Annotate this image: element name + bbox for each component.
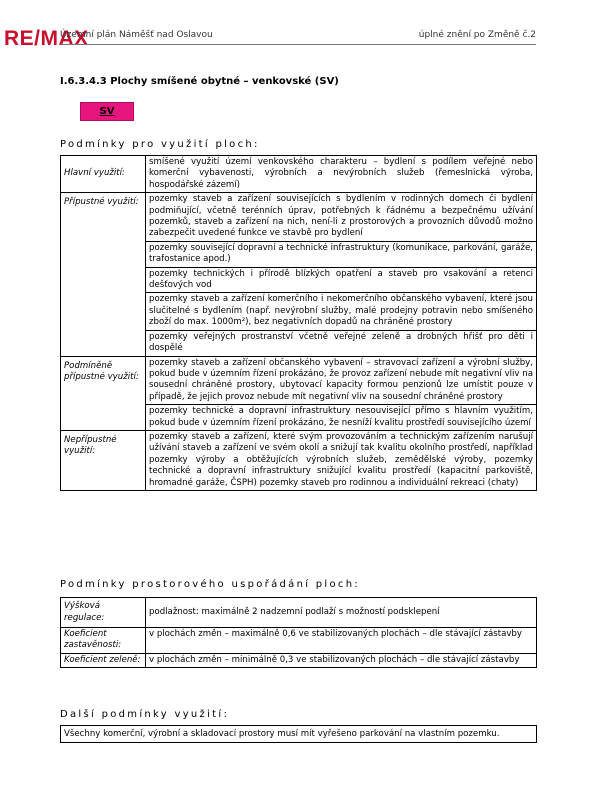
row-label: Koeficient zeleně:: [61, 653, 146, 667]
row-text: pozemky technické a dopravní infrastruktury nesouvisející přímo s hlavním využitím, pokud bude v územním řízení prokázáno, že nesníží kvalitu prostředí souvisejícího území: [146, 405, 537, 431]
row-text: v plochách změn – minimálně 0,3 ve stabilizovaných plochách – dle stávající zástavby: [146, 653, 537, 667]
row-text: podlažnost: maximálně 2 nadzemní podlaží s možností podsklepení: [146, 598, 537, 628]
row-text: pozemky staveb a zařízení občanského vybavení – stravovací zařízení a výrobní služby, pokud bude v územním řízení prokázáno, že provoz zařízení nebude mít negativní vliv na sousední chráněné prostory, ubytovací kapacity formou penzionů lze umístit pouze v případě, že jejich provoz nebude mít negativní vliv na sousední chráněné prostory: [146, 356, 537, 405]
table-row: [61, 193, 537, 242]
row-label: Nepřípustné využití:: [61, 430, 146, 490]
header-divider: [60, 44, 536, 45]
row-text: pozemky staveb a zařízení souvisejících s bydlením v rodinných domech či bydlení podmiňující, včetně terénních úprav, potřebných k řádnému a bezpečnému užívání pozemků, staveb a zařízení na nich, není-li z prostorových a provozních důvodů možno zabezpečit uvedené funkce ve stavbě pro bydlení: [146, 193, 537, 242]
table-row: [61, 598, 537, 628]
row-label: Výšková regulace:: [61, 598, 146, 628]
row-text: pozemky související dopravní a technické infrastruktury (komunikace, parkování, garáže, trafostanice apod.): [146, 241, 537, 267]
row-text: pozemky veřejných prostranství včetně veřejné zeleně a drobných hřišť pro děti i dospělé: [146, 330, 537, 356]
other-heading: Další podmínky využití:: [60, 709, 230, 720]
row-text: smíšené využití území venkovského charakteru – bydlení s podílem veřejné nebo komerční vybavenosti, výrobních a nevýrobních služeb (řemeslnická výroba, hospodářské zázemí): [146, 156, 537, 193]
row-label: Koeficient zastavěnosti:: [61, 628, 146, 654]
zone-code-badge: SV: [80, 102, 134, 121]
row-text: v plochách změn – maximálně 0,6 ve stabilizovaných plochách – dle stávající zástavby: [146, 628, 537, 654]
table-row: [61, 156, 537, 193]
row-text: pozemky staveb a zařízení, které svým provozováním a technickým zařízením narušují užívání staveb a zařízení ve svém okolí a snižují tak kvalitu okolního prostředí, například pozemky výroby a obtěžujících výrobních služeb, zemědělské výroby, pozemky technické a dopravní infrastruktury snižující kvalitu prostředí (kapacitní parkoviště, hromadné garáže, ČSPH) pozemky staveb pro rodinnou a individuální rekreaci (chaty): [146, 430, 537, 490]
table-row: [61, 430, 537, 490]
row-label: Podmíněně přípustné využití:: [61, 356, 146, 430]
document-title: Územní plán Náměšť nad Oslavou: [60, 30, 213, 40]
table-row: [61, 628, 537, 654]
document-version: úplné znění po Změně č.2: [418, 30, 536, 40]
spatial-heading: Podmínky prostorového uspořádání ploch:: [60, 579, 361, 590]
row-text: pozemky technických i přírodě blízkých opatření a staveb pro vsakování a retenci dešťových vod: [146, 267, 537, 293]
spatial-table: [60, 597, 537, 668]
remax-logo: RE/MAX: [4, 27, 89, 50]
row-text: pozemky staveb a zařízení komerčního i nekomerčního občanského vybavení, které jsou slučitelné s bydlením (např. nevýrobní služby, malé prodejny potravin nebo smíšeného zboží do max. 1000m²), bez negativních dopadů na chráněné prostory: [146, 293, 537, 330]
row-label: Přípustné využití:: [61, 193, 146, 356]
table-row: [61, 356, 537, 405]
section-title: I.6.3.4.3 Plochy smíšené obytné – venkovské (SV): [60, 76, 339, 87]
usage-heading: Podmínky pro využití ploch:: [60, 139, 260, 150]
other-conditions-box: Všechny komerční, výrobní a skladovací prostory musí mít vyřešeno parkování na vlastním pozemku.: [60, 725, 537, 743]
usage-table: [60, 155, 537, 491]
table-row: [61, 653, 537, 667]
row-label: Hlavní využití:: [61, 156, 146, 193]
